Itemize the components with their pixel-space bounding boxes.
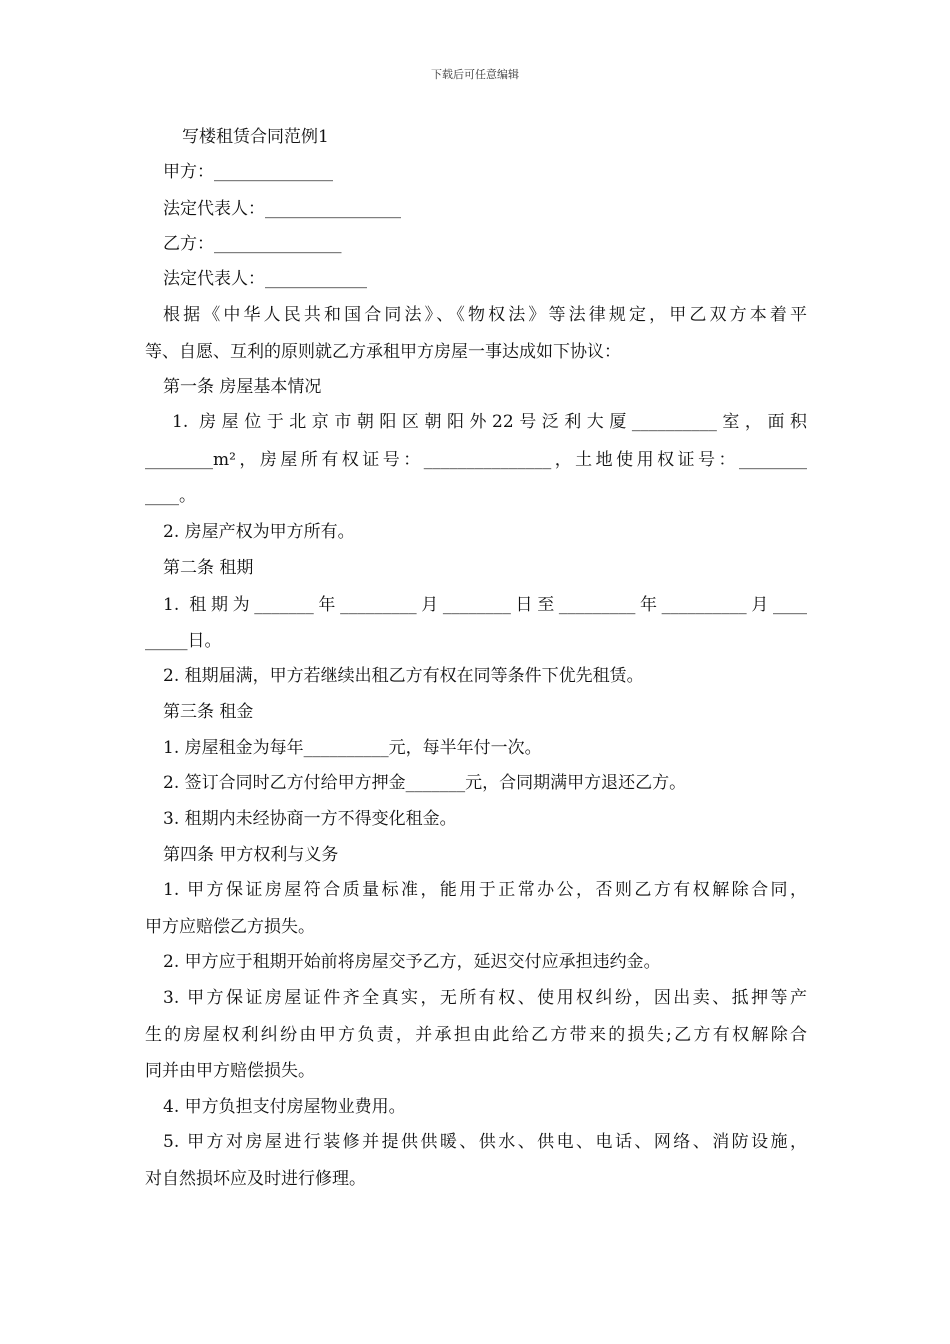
document-line: 甲方应赔偿乙方损失。 [145,917,315,937]
document-line: 甲方：______________ [163,162,333,182]
document-line: 第三条 租金 [163,702,254,722]
document-line: 4. 甲方负担支付房屋物业费用。 [163,1097,406,1117]
document-line: 3. 租期内未经协商一方不得变化租金。 [163,809,457,829]
document-line: 1. 租期为_______年_________月________日至_________年__________月____ [163,595,807,615]
page-header: 下载后可任意编辑 [431,68,519,81]
document-line: 第四条 甲方权利与义务 [163,845,339,865]
document-line: 1. 房屋位于北京市朝阳区朝阳外22号泛利大厦__________室，面积 [172,412,807,432]
document-line: 1. 甲方保证房屋符合质量标准，能用于正常办公，否则乙方有权解除合同， [163,880,807,900]
document-line: 2. 房屋产权为甲方所有。 [163,522,355,542]
document-line: ____。 [145,486,196,506]
document-line: 1. 房屋租金为每年__________元，每半年付一次。 [163,738,542,758]
document-line: 写楼租赁合同范例1 [182,127,329,147]
document-line: 法定代表人：____________ [163,269,367,289]
document-line: 同并由甲方赔偿损失。 [145,1061,315,1081]
document-line: _____日。 [145,631,222,651]
document-line: 2. 租期届满，甲方若继续出租乙方有权在同等条件下优先租赁。 [163,666,644,686]
document-line: 根据《中华人民共和国合同法》、《物权法》等法律规定，甲乙双方本着平 [163,305,807,325]
document-line: ________m²，房屋所有权证号：_______________，土地使用权证号：________ [145,450,807,470]
document-line: 对自然损坏应及时进行修理。 [145,1169,366,1189]
document-line: 2. 甲方应于租期开始前将房屋交予乙方，延迟交付应承担违约金。 [163,952,661,972]
document-line: 乙方：_______________ [163,234,342,254]
document-line: 生的房屋权利纠纷由甲方负责，并承担由此给乙方带来的损失;乙方有权解除合 [145,1025,807,1045]
document-line: 第一条 房屋基本情况 [163,377,322,397]
document-line: 5. 甲方对房屋进行装修并提供供暖、供水、供电、电话、网络、消防设施， [163,1132,807,1152]
document-line: 2. 签订合同时乙方付给甲方押金_______元，合同期满甲方退还乙方。 [163,773,687,793]
document-line: 3. 甲方保证房屋证件齐全真实，无所有权、使用权纠纷，因出卖、抵押等产 [163,988,807,1008]
document-line: 第二条 租期 [163,558,254,578]
document-line: 法定代表人：________________ [163,199,401,219]
document-line: 等、自愿、互利的原则就乙方承租甲方房屋一事达成如下协议： [145,342,621,362]
